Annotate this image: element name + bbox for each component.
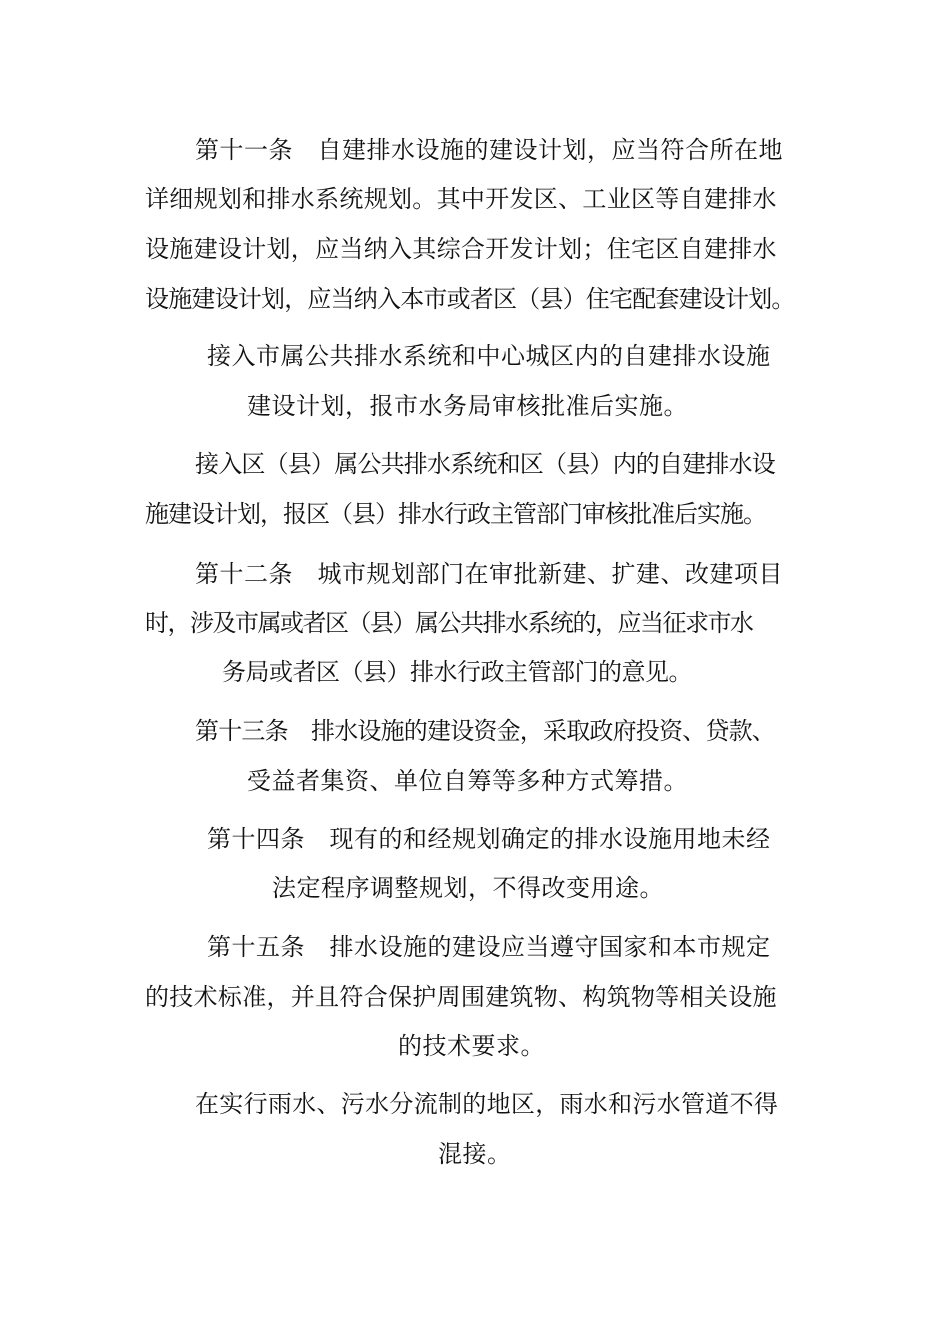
- text-line-20: 混接。: [438, 1140, 512, 1168]
- text-line-9: 第十二条 城市规划部门在审批新建、扩建、改建项目: [195, 560, 783, 588]
- text-line-12: 第十三条 排水设施的建设资金，采取政府投资、贷款、: [195, 717, 775, 745]
- text-line-8: 施建设计划，报区（县）排水行政主管部门审核批准后实施。: [145, 500, 766, 528]
- text-line-13: 受益者集资、单位自筹等多种方式筹措。: [247, 767, 688, 795]
- text-line-18: 的技术要求。: [398, 1032, 545, 1060]
- text-line-17: 的技术标准，并且符合保护周围建筑物、构筑物等相关设施: [145, 983, 777, 1011]
- text-line-2: 详细规划和排水系统规划。其中开发区、工业区等自建排水: [145, 185, 777, 213]
- text-line-14: 第十四条 现有的和经规划确定的排水设施用地未经: [207, 825, 771, 853]
- text-line-3: 设施建设计划，应当纳入其综合开发计划；住宅区自建排水: [145, 235, 777, 263]
- text-line-7: 接入区（县）属公共排水系统和区（县）内的自建排水设: [195, 450, 775, 478]
- text-line-1: 第十一条 自建排水设施的建设计划，应当符合所在地: [195, 136, 783, 164]
- text-line-5: 接入市属公共排水系统和中心城区内的自建排水设施: [207, 342, 771, 370]
- text-line-15: 法定程序调整规划，不得改变用途。: [272, 874, 664, 902]
- text-line-6: 建设计划，报市水务局审核批准后实施。: [247, 392, 688, 420]
- text-line-10: 时，涉及市属或者区（县）属公共排水系统的，应当征求市水: [145, 609, 753, 637]
- text-line-11: 务局或者区（县）排水行政主管部门的意见。: [222, 658, 692, 686]
- text-line-4: 设施建设计划，应当纳入本市或者区（县）住宅配套建设计划。: [145, 285, 795, 313]
- text-line-16: 第十五条 排水设施的建设应当遵守国家和本市规定: [207, 933, 771, 961]
- text-line-19: 在实行雨水、污水分流制的地区，雨水和污水管道不得: [195, 1090, 779, 1118]
